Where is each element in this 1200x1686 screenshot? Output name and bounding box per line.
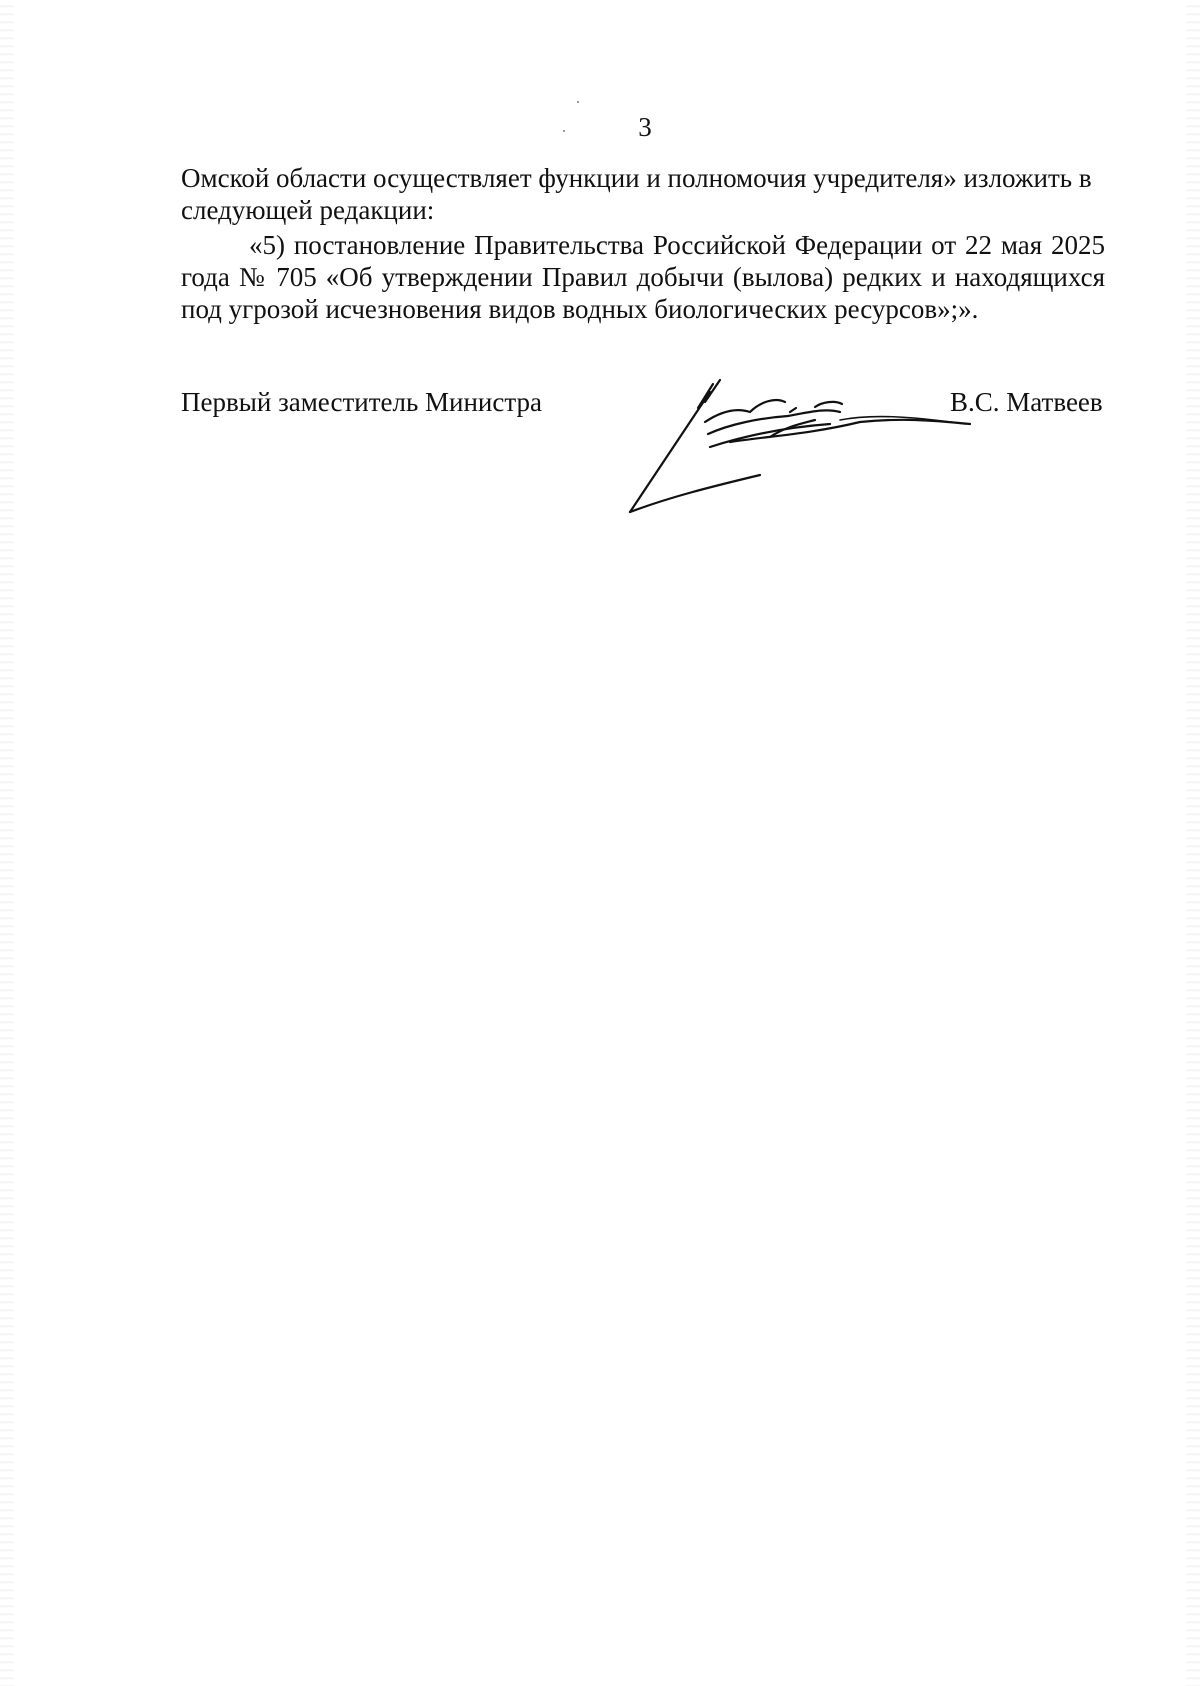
scan-speck: [577, 101, 579, 103]
signatory-title: Первый заместитель Министра: [181, 387, 542, 417]
signatory-name: В.С. Матвеев: [950, 387, 1103, 417]
handwritten-signature: [610, 372, 990, 522]
page-number: 3: [638, 112, 652, 142]
scan-edge-right: [1186, 0, 1200, 1686]
paragraph-continuation: Омской области осуществляет функции и полномочия учредителя» изложить в следующей редакции:: [181, 163, 1092, 225]
paragraph-amendment: «5) постановление Правительства Российской Федерации от 22 мая 2025 года № 705 «Об утверждении Правил добычи (вылова) редких и находящихся под угрозой исчезновения видов водных биологических ресурсов»;».: [181, 230, 1105, 324]
scan-edge-left: [0, 0, 14, 1686]
